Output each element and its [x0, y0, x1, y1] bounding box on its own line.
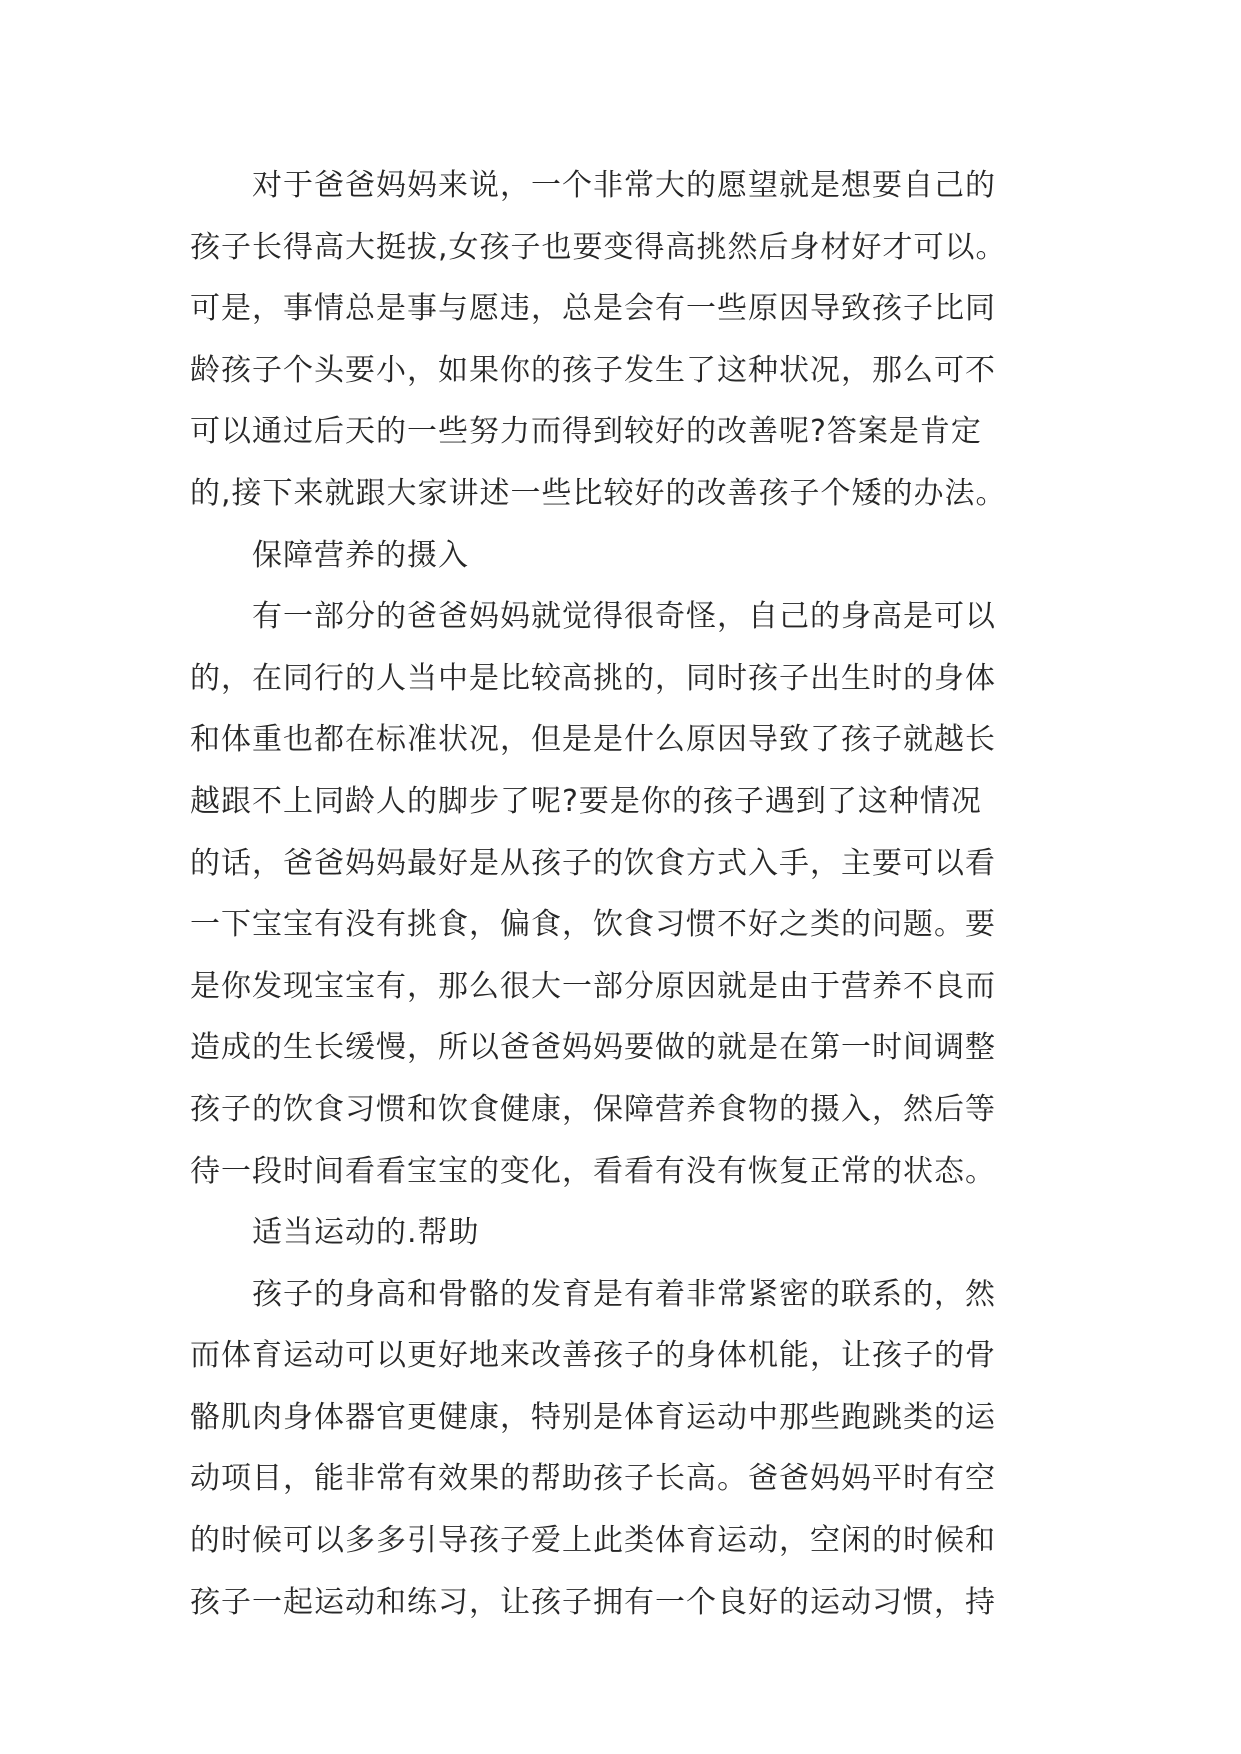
section-heading: 适当运动的.帮助 [252, 1215, 480, 1251]
paragraph-line: 的话，爸爸妈妈最好是从孩子的饮食方式入手，主要可以看 [190, 845, 996, 881]
paragraph-line: 孩子长得高大挺拔,女孩子也要变得高挑然后身材好才可以。 [190, 229, 1007, 265]
paragraph-line: 有一部分的爸爸妈妈就觉得很奇怪，自己的身高是可以 [252, 599, 996, 635]
section-heading: 保障营养的摄入 [252, 537, 469, 573]
paragraph-line: 越跟不上同龄人的脚步了呢?要是你的孩子遇到了这种情况 [190, 783, 982, 819]
paragraph-line: 骼肌肉身体器官更健康，特别是体育运动中那些跑跳类的运 [190, 1399, 996, 1435]
paragraph-line: 可是，事情总是事与愿违，总是会有一些原因导致孩子比同 [190, 291, 996, 327]
paragraph-line: 造成的生长缓慢，所以爸爸妈妈要做的就是在第一时间调整 [190, 1030, 996, 1066]
paragraph-line: 可以通过后天的一些努力而得到较好的改善呢?答案是肯定 [190, 414, 982, 450]
paragraph-line: 一下宝宝有没有挑食，偏食，饮食习惯不好之类的问题。要 [190, 907, 996, 943]
paragraph-line: 龄孩子个头要小，如果你的孩子发生了这种状况，那么可不 [190, 352, 996, 388]
paragraph-line: 孩子一起运动和练习，让孩子拥有一个良好的运动习惯，持 [190, 1584, 996, 1620]
paragraph-line: 对于爸爸妈妈来说，一个非常大的愿望就是想要自己的 [252, 168, 996, 203]
paragraph-line: 和体重也都在标准状况，但是是什么原因导致了孩子就越长 [190, 722, 996, 758]
paragraph-line: 孩子的饮食习惯和饮食健康，保障营养食物的摄入，然后等 [190, 1091, 996, 1127]
paragraph-line: 的，在同行的人当中是比较高挑的，同时孩子出生时的身体 [190, 660, 996, 696]
paragraph-line: 动项目，能非常有效果的帮助孩子长高。爸爸妈妈平时有空 [190, 1461, 996, 1497]
paragraph-line: 的时候可以多多引导孩子爱上此类体育运动，空闲的时候和 [190, 1523, 996, 1559]
paragraph-line: 待一段时间看看宝宝的变化，看看有没有恢复正常的状态。 [190, 1153, 996, 1189]
document-body [190, 155, 1090, 1633]
paragraph-line: 的,接下来就跟大家讲述一些比较好的改善孩子个矮的办法。 [190, 475, 1007, 511]
paragraph-line: 而体育运动可以更好地来改善孩子的身体机能，让孩子的骨 [190, 1338, 996, 1374]
paragraph-line: 孩子的身高和骨骼的发育是有着非常紧密的联系的，然 [252, 1276, 996, 1312]
paragraph-line: 是你发现宝宝有，那么很大一部分原因就是由于营养不良而 [190, 968, 996, 1004]
